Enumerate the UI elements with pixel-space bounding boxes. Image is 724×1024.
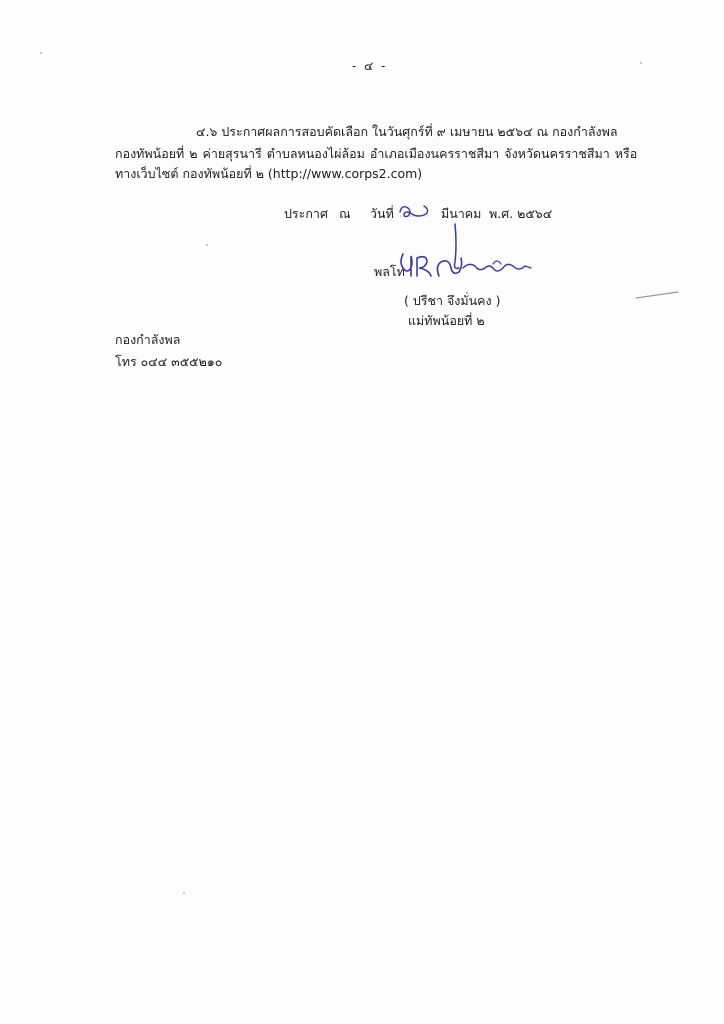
- at-label: ณ: [339, 206, 351, 221]
- paragraph-line: ๔.๖ ประกาศผลการสอบคัดเลือก ในวันศุกร์ที่ ๙ เมษายน ๒๕๖๔ ณ กองกำลังพล: [196, 124, 618, 139]
- year-label: พ.ศ. ๒๕๖๔: [489, 206, 553, 221]
- paragraph-line: กองทัพน้อยที่ ๒ ค่ายสุรนารี ตำบลหนองไผ่ล้อม อำเภอเมืองนครราชสีมา จังหวัดนครราชสีมา หรือ: [115, 146, 638, 161]
- paragraph-line: ทางเว็บไซต์ กองทัพน้อยที่ ๒ (http://www.corps2.com): [115, 166, 423, 181]
- announced-label: ประกาศ: [284, 206, 328, 221]
- signature: [397, 218, 539, 288]
- scan-speck: [183, 892, 185, 894]
- date-label: วันที่: [370, 206, 394, 221]
- scan-speck: [640, 62, 642, 64]
- department-label: กองกำลังพล: [115, 332, 181, 347]
- signer-title: แม่ทัพน้อยที่ ๒: [408, 313, 485, 328]
- scan-speck: [40, 52, 42, 54]
- signer-name: ( ปรีชา จึงมั่นคง ): [404, 293, 501, 308]
- month-label: มีนาคม: [441, 206, 482, 221]
- phone-number: โทร ๐๔๔ ๓๕๕๒๑๐: [115, 354, 223, 369]
- scan-speck: [206, 244, 208, 246]
- scan-artifact: [634, 290, 680, 300]
- rank-label: พลโท: [374, 264, 405, 279]
- page-number: - ๔ -: [352, 59, 388, 73]
